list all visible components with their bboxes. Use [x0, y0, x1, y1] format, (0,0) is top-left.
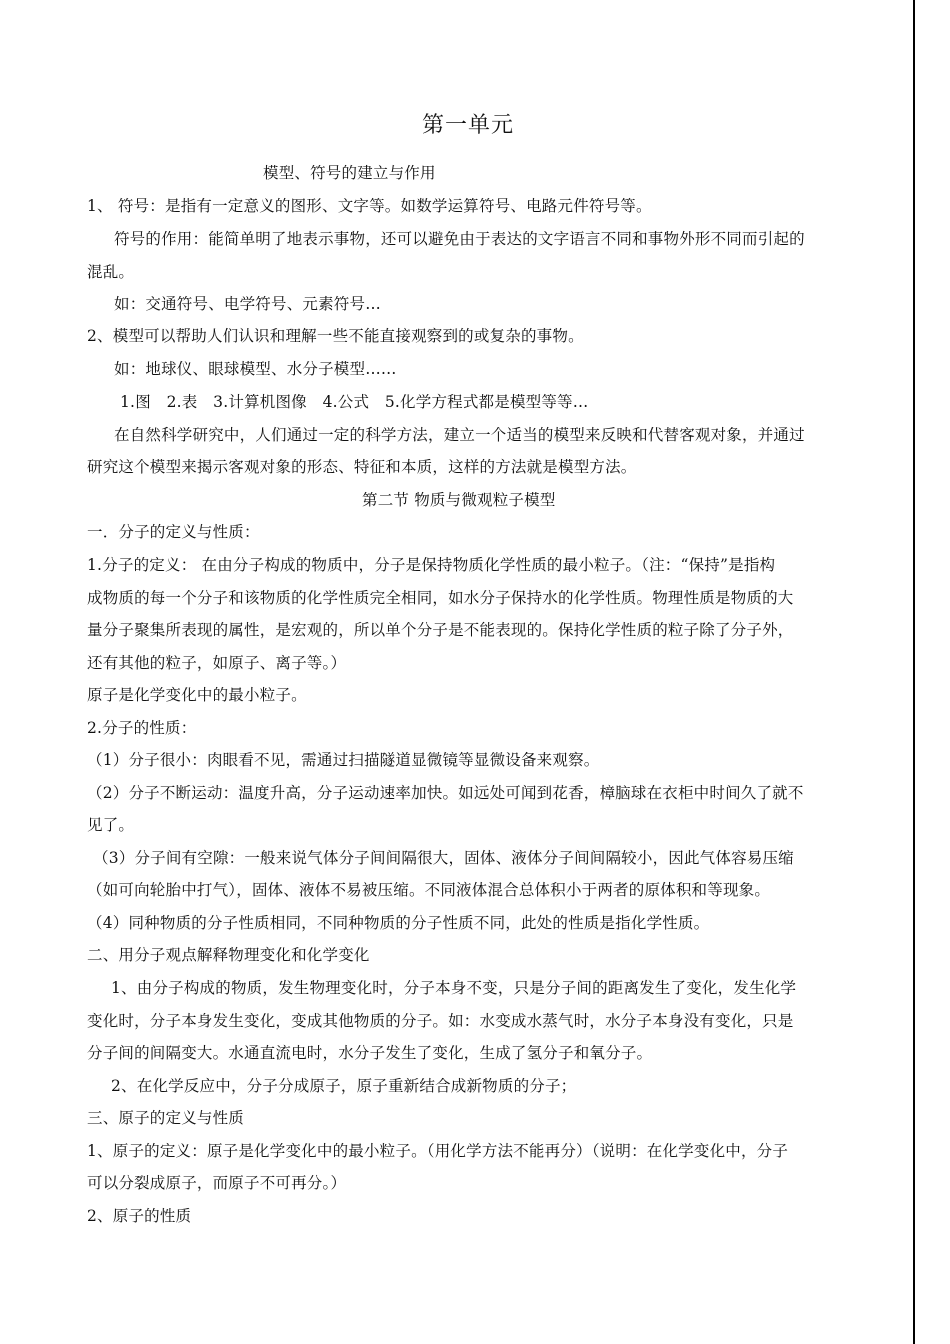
paragraph-line: 研究这个模型来揭示客观对象的形态、特征和本质，这样的方法就是模型方法。 — [87, 458, 637, 476]
paragraph-line: 混乱。 — [87, 263, 135, 281]
paragraph-line: 还有其他的粒子，如原子、离子等。） — [87, 654, 347, 672]
paragraph-line: （4）同种物质的分子性质相同，不同种物质的分子性质不同，此处的性质是指化学性质。 — [87, 914, 710, 932]
paragraph-line: 在自然科学研究中，人们通过一定的科学方法，建立一个适当的模型来反映和代替客观对象，并通过 — [114, 426, 805, 444]
paragraph-line: 2、在化学反应中，分子分成原子，原子重新结合成新物质的分子； — [111, 1077, 577, 1095]
paragraph-line: 如：交通符号、电学符号、元素符号… — [114, 295, 381, 313]
paragraph-line: 1、 符号：是指有一定意义的图形、文字等。如数学运算符号、电路元件符号等。 — [87, 197, 652, 215]
paragraph-line: 2.分子的性质： — [87, 719, 197, 737]
paragraph-line: 1.图 2.表 3.计算机图像 4.公式 5.化学方程式都是模型等等… — [120, 393, 589, 411]
paragraph-line: 变化时，分子本身发生变化，变成其他物质的分子。如：水变成水蒸气时，水分子本身没有变化，只是 — [87, 1012, 794, 1030]
page-border-line — [913, 0, 915, 1344]
paragraph-line: 可以分裂成原子，而原子不可再分。） — [87, 1174, 347, 1192]
paragraph-line: 2、模型可以帮助人们认识和理解一些不能直接观察到的或复杂的事物。 — [87, 327, 584, 345]
paragraph-line: 符号的作用：能简单明了地表示事物，还可以避免由于表达的文字语言不同和事物外形不同而引起的 — [114, 230, 805, 248]
paragraph-line: 2、原子的性质 — [87, 1207, 192, 1225]
paragraph-line: 1.分子的定义： 在由分子构成的物质中，分子是保持物质化学性质的最小粒子。（注：“保持”是指构 — [87, 556, 776, 574]
paragraph-line: 见了。 — [87, 816, 135, 834]
paragraph-line: （1）分子很小：肉眼看不见，需通过扫描隧道显微镜等显微设备来观察。 — [87, 751, 600, 769]
paragraph-line: 成物质的每一个分子和该物质的化学性质完全相同，如水分子保持水的化学性质。物理性质是物质的大 — [87, 589, 794, 607]
paragraph-line: （如可向轮胎中打气），固体、液体不易被压缩。不同液体混合总体积小于两者的原体积和等现象。 — [87, 881, 771, 899]
paragraph-line: 分子间的间隔变大。水通直流电时，水分子发生了变化，生成了氢分子和氧分子。 — [87, 1044, 653, 1062]
paragraph-line: （3）分子间有空隙：一般来说气体分子间间隔很大，固体、液体分子间间隔较小，因此气体容易压缩 — [93, 849, 794, 867]
paragraph-line: 1、由分子构成的物质，发生物理变化时，分子本身不变，只是分子间的距离发生了变化，发生化学 — [111, 979, 797, 997]
paragraph-line: 原子是化学变化中的最小粒子。 — [87, 686, 307, 704]
paragraph-line: 一．分子的定义与性质： — [87, 523, 260, 541]
section-heading: 三、原子的定义与性质 — [87, 1109, 245, 1127]
paragraph-line: 1、原子的定义：原子是化学变化中的最小粒子。（用化学方法不能再分）（说明：在化学变化中，分子 — [87, 1142, 789, 1160]
paragraph-line: （2）分子不断运动：温度升高，分子运动速率加快。如远处可闻到花香，樟脑球在衣柜中时间久了就不 — [87, 784, 804, 802]
section-heading: 二、用分子观点解释物理变化和化学变化 — [87, 946, 370, 964]
page-title: 第一单元 — [421, 113, 514, 138]
section-heading: 第二节 物质与微观粒子模型 — [362, 491, 556, 509]
paragraph-line: 如：地球仪、眼球模型、水分子模型…… — [114, 360, 397, 378]
paragraph-line: 量分子聚集所表现的属性，是宏观的，所以单个分子是不能表现的。保持化学性质的粒子除了分子外， — [87, 621, 794, 639]
section-heading: 模型、符号的建立与作用 — [263, 164, 436, 182]
